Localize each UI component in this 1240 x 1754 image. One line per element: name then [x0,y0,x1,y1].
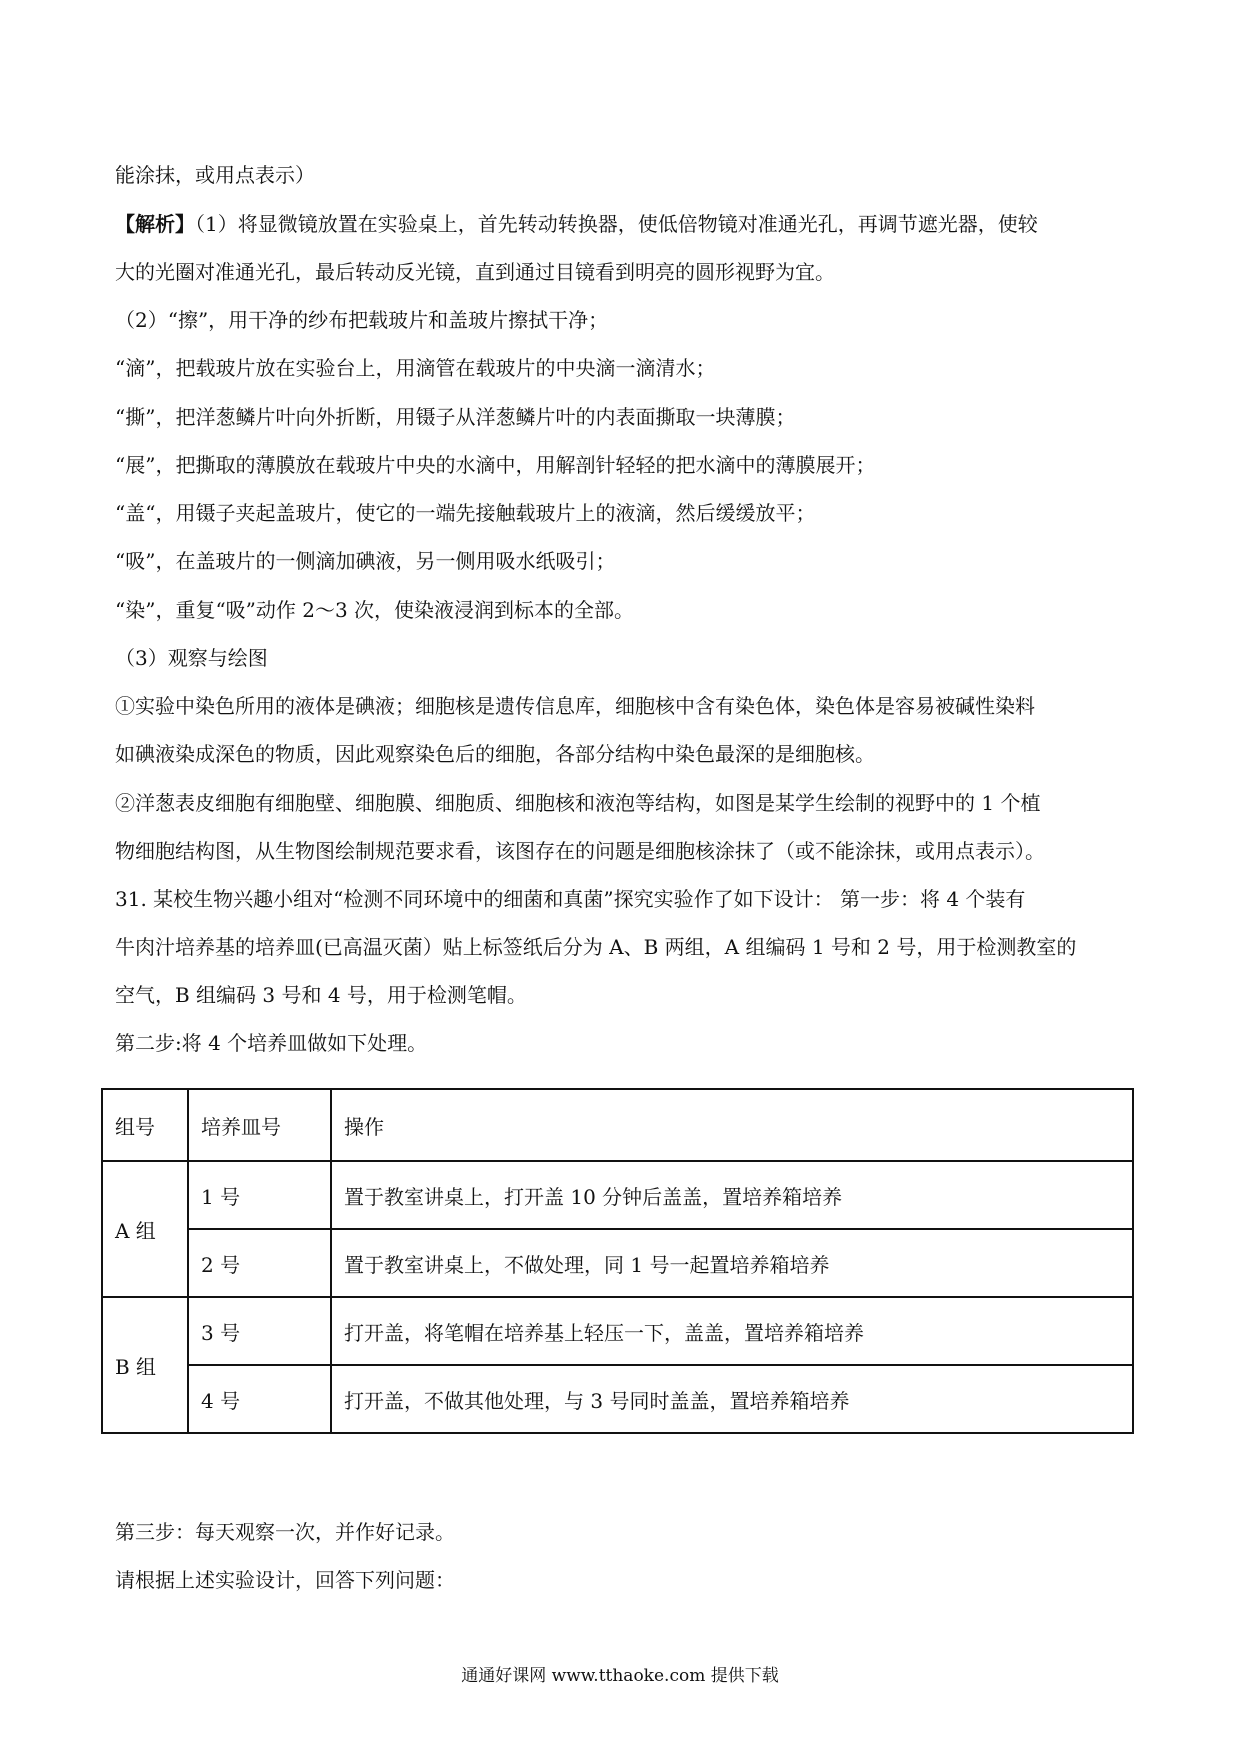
text-line: “撕”，把洋葱鳞片叶向外折断，用镊子从洋葱鳞片叶的内表面撕取一块薄膜； [115,405,796,429]
operation-cell: 打开盖，将笔帽在培养基上轻压一下，盖盖，置培养箱培养 [331,1297,1133,1365]
table-row [102,1161,1133,1229]
text-line: 空气，B 组编码 3 号和 4 号，用于检测笔帽。 [115,983,527,1007]
text-line: 能涂抹，或用点表示） [115,163,315,187]
text-line: “盖“，用镊子夹起盖玻片，使它的一端先接触载玻片上的液滴，然后缓缓放平； [115,501,816,525]
text-line: 如碘液染成深色的物质，因此观察染色后的细胞，各部分结构中染色最深的是细胞核。 [115,742,875,766]
analysis-line [115,210,1135,238]
dish-cell: 4 号 [188,1365,331,1433]
text-line: 请根据上述实验设计，回答下列问题： [115,1568,455,1592]
experiment-table [101,1088,1134,1434]
header-group: 组号 [102,1089,188,1161]
header-dish: 培养皿号 [188,1089,331,1161]
group-cell: B 组 [102,1297,188,1433]
text-line: （3）观察与绘图 [115,646,268,670]
text-line: “吸”，在盖玻片的一侧滴加碘液，另一侧用吸水纸吸引； [115,549,616,573]
operation-cell: 置于教室讲桌上，不做处理，同 1 号一起置培养箱培养 [331,1229,1133,1297]
header-operation: 操作 [331,1089,1133,1161]
text-line: 第三步：每天观察一次，并作好记录。 [115,1520,455,1544]
text-line: （2）“擦”，用干净的纱布把载玻片和盖玻片擦拭干净； [115,308,609,332]
text-line: “展”，把撕取的薄膜放在载玻片中央的水滴中，用解剖针轻轻的把水滴中的薄膜展开； [115,453,876,477]
dish-cell: 2 号 [188,1229,331,1297]
text-line: 物细胞结构图，从生物图绘制规范要求看，该图存在的问题是细胞核涂抹了（或不能涂抹，或用点表示）。 [115,839,1045,863]
page-footer: 通通好课网 www.tthaoke.com 提供下载 [461,1666,779,1686]
group-cell: A 组 [102,1161,188,1297]
text-line: “滴”，把载玻片放在实验台上，用滴管在载玻片的中央滴一滴清水； [115,356,716,380]
operation-cell: 置于教室讲桌上，打开盖 10 分钟后盖盖，置培养箱培养 [331,1161,1133,1229]
text-line: 牛肉汁培养基的培养皿(已高温灭菌）贴上标签纸后分为 A、B 两组，A 组编码 1 号和 2 号，用于检测教室的 [115,935,1077,959]
dish-cell: 3 号 [188,1297,331,1365]
dish-cell: 1 号 [188,1161,331,1229]
text-line: “染”，重复“吸”动作 2～3 次，使染液浸润到标本的全部。 [115,598,635,622]
text-line: ②洋葱表皮细胞有细胞壁、细胞膜、细胞质、细胞核和液泡等结构，如图是某学生绘制的视野中的 1 个植 [115,791,1041,815]
operation-cell: 打开盖，不做其他处理，与 3 号同时盖盖，置培养箱培养 [331,1365,1133,1433]
analysis-tag: 【解析】 [115,212,195,236]
text-line: ①实验中染色所用的液体是碘液；细胞核是遗传信息库，细胞核中含有染色体，染色体是容易被碱性染料 [115,694,1035,718]
table-row [102,1365,1133,1433]
analysis-text: （1）将显微镜放置在实验桌上，首先转动转换器，使低倍物镜对准通光孔，再调节遮光器，使较 [195,212,1038,236]
text-line: 大的光圈对准通光孔，最后转动反光镜，直到通过目镜看到明亮的圆形视野为宜。 [115,260,835,284]
text-line: 第二步:将 4 个培养皿做如下处理。 [115,1031,428,1055]
table-row [102,1229,1133,1297]
question-line: 31. 某校生物兴趣小组对“检测不同环境中的细菌和真菌”探究实验作了如下设计： 第一步：将 4 个装有 [115,887,1026,911]
table-row [102,1297,1133,1365]
table-header-row [102,1089,1133,1161]
